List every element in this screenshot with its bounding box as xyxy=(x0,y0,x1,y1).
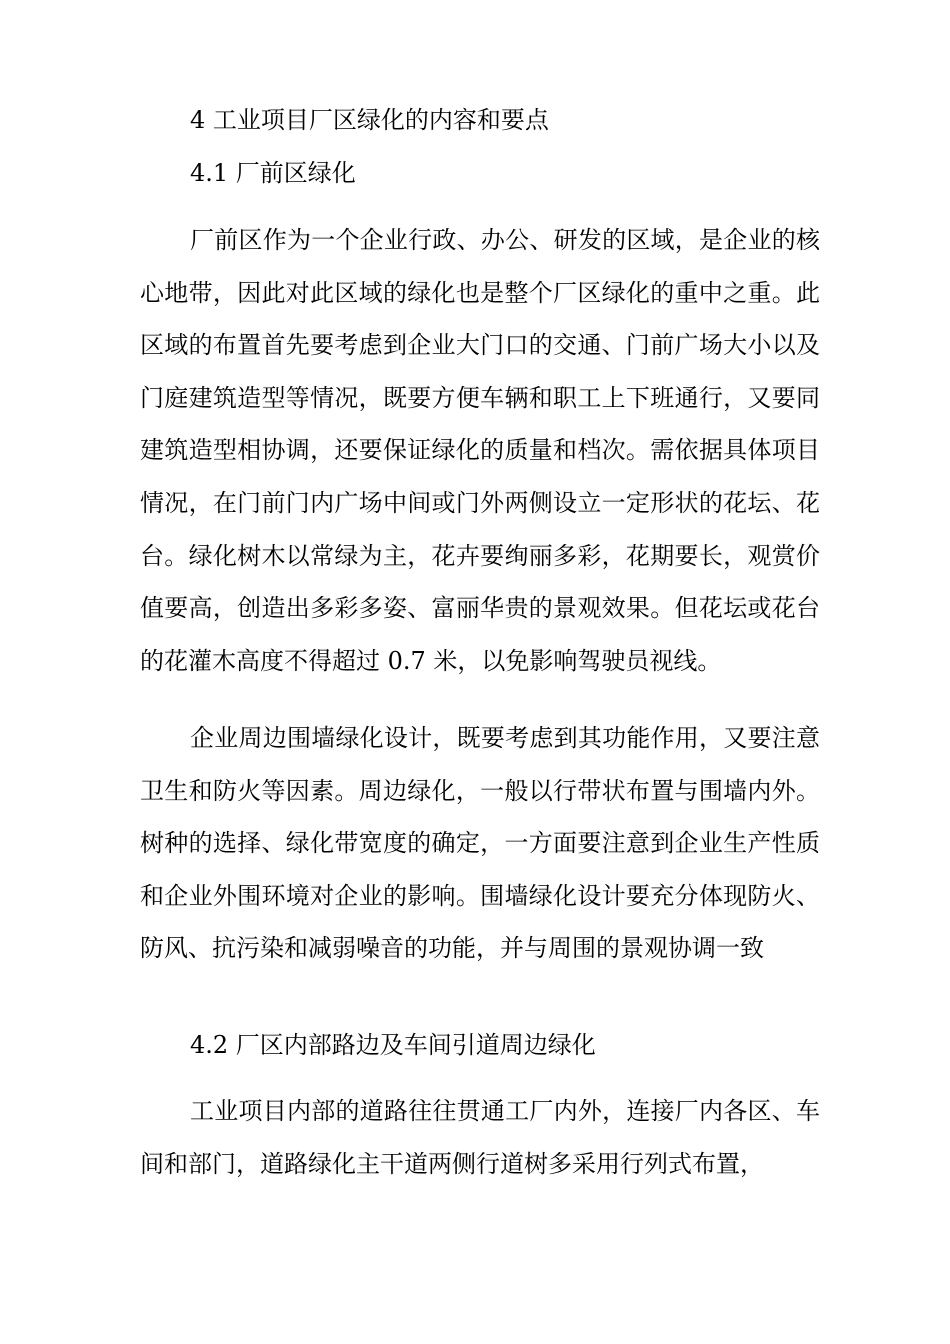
section-4-2-heading: 4.2 厂区内部路边及车间引道周边绿化 xyxy=(190,1031,596,1059)
section-4-1-heading: 4.1 厂前区绿化 xyxy=(190,159,356,187)
section-4-1-paragraph-2: 企业周边围墙绿化设计，既要考虑到其功能作用，又要注意卫生和防火等因素。周边绿化，一般以行带状布置与围墙内外。树种的选择、绿化带宽度的确定，一方面要注意到企业生产性质和企业外围环境对企业的影响。围墙绿化设计要充分体现防火、防风、抗污染和减弱噪音的功能，并与周围的景观协调一致 xyxy=(140,724,820,963)
section-4-2-paragraph-1: 工业项目内部的道路往往贯通工厂内外，连接厂内各区、车间和部门，道路绿化主干道两侧行道树多采用行列式布置， xyxy=(140,1097,820,1178)
section-4-heading: 4 工业项目厂区绿化的内容和要点 xyxy=(190,106,549,134)
section-4-1-paragraph-1: 厂前区作为一个企业行政、办公、研发的区域，是企业的核心地带，因此对此区域的绿化也是整个厂区绿化的重中之重。此区域的布置首先要考虑到企业大门口的交通、门前广场大小以及门庭建筑造型等情况，既要方便车辆和职工上下班通行，又要同建筑造型相协调，还要保证绿化的质量和档次。需依据具体项目情况，在门前门内广场中间或门外两侧设立一定形状的花坛、花台。绿化树木以常绿为主，花卉要绚丽多彩，花期要长，观赏价值要高，创造出多彩多姿、富丽华贵的景观效果。但花坛或花台的花灌木高度不得超过 0.7 米，以免影响驾驶员视线。 xyxy=(140,226,820,675)
